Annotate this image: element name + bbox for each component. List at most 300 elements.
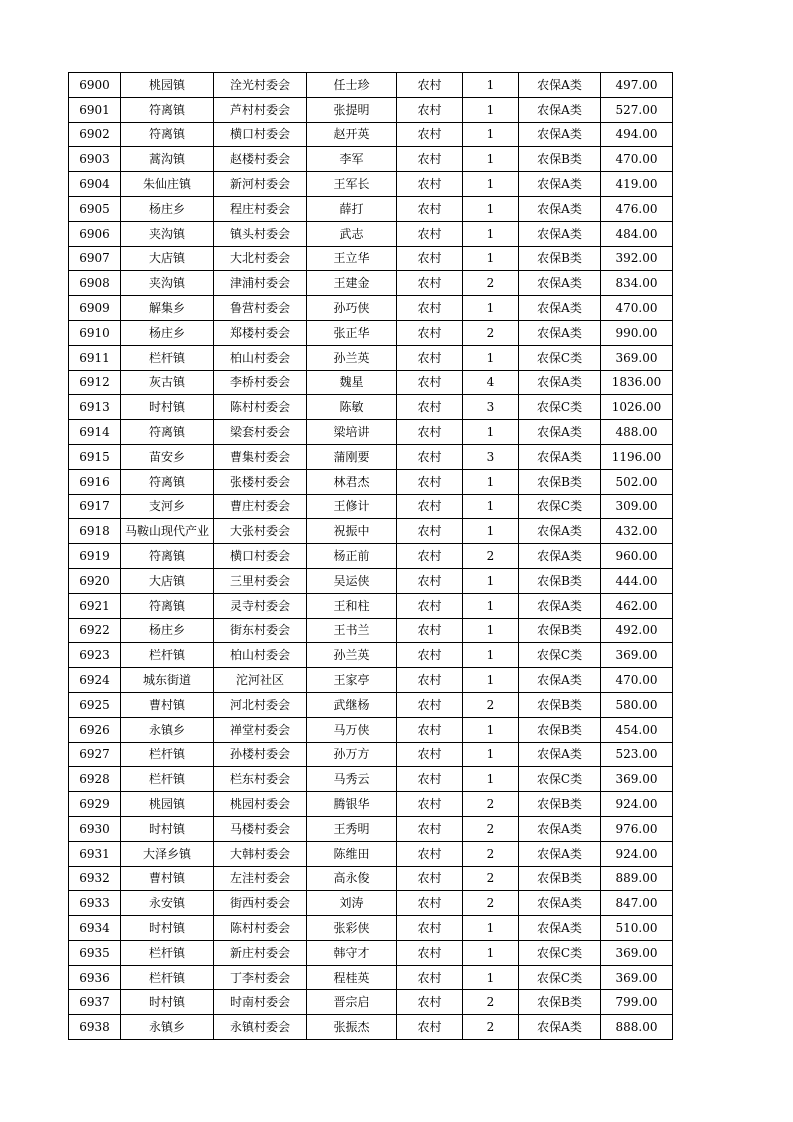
village-cell: 街西村委会	[214, 891, 307, 916]
village-cell: 河北村委会	[214, 692, 307, 717]
name-cell: 王军长	[307, 172, 397, 197]
town-cell: 永镇乡	[121, 717, 214, 742]
table-row	[69, 296, 673, 321]
table-row	[69, 965, 673, 990]
town-cell: 曹村镇	[121, 866, 214, 891]
name-cell: 王家亭	[307, 668, 397, 693]
amount-cell: 369.00	[601, 345, 673, 370]
table-row	[69, 767, 673, 792]
town-cell: 永镇乡	[121, 1015, 214, 1040]
village-cell: 丁李村委会	[214, 965, 307, 990]
row-id-cell: 6913	[69, 395, 121, 420]
amount-cell: 476.00	[601, 196, 673, 221]
type-cell: 农村	[397, 271, 463, 296]
amount-cell: 834.00	[601, 271, 673, 296]
amount-cell: 889.00	[601, 866, 673, 891]
amount-cell: 492.00	[601, 618, 673, 643]
type-cell: 农村	[397, 816, 463, 841]
table-row	[69, 519, 673, 544]
category-cell: 农保A类	[519, 296, 601, 321]
name-cell: 孙兰英	[307, 345, 397, 370]
table-row	[69, 692, 673, 717]
town-cell: 栏杆镇	[121, 345, 214, 370]
name-cell: 王秀明	[307, 816, 397, 841]
row-id-cell: 6906	[69, 221, 121, 246]
row-id-cell: 6933	[69, 891, 121, 916]
count-cell: 2	[463, 271, 519, 296]
table-row	[69, 866, 673, 891]
village-cell: 横口村委会	[214, 122, 307, 147]
town-cell: 符离镇	[121, 469, 214, 494]
type-cell: 农村	[397, 469, 463, 494]
table-row	[69, 469, 673, 494]
amount-cell: 369.00	[601, 643, 673, 668]
category-cell: 农保A类	[519, 1015, 601, 1040]
count-cell: 3	[463, 444, 519, 469]
table-row	[69, 246, 673, 271]
count-cell: 2	[463, 841, 519, 866]
row-id-cell: 6900	[69, 73, 121, 98]
row-id-cell: 6923	[69, 643, 121, 668]
type-cell: 农村	[397, 618, 463, 643]
village-cell: 洤光村委会	[214, 73, 307, 98]
village-cell: 孙楼村委会	[214, 742, 307, 767]
village-cell: 李桥村委会	[214, 370, 307, 395]
town-cell: 大店镇	[121, 568, 214, 593]
name-cell: 程桂英	[307, 965, 397, 990]
town-cell: 解集乡	[121, 296, 214, 321]
name-cell: 武继杨	[307, 692, 397, 717]
town-cell: 符离镇	[121, 544, 214, 569]
table-row	[69, 593, 673, 618]
count-cell: 2	[463, 320, 519, 345]
type-cell: 农村	[397, 221, 463, 246]
category-cell: 农保B类	[519, 618, 601, 643]
village-cell: 禅堂村委会	[214, 717, 307, 742]
category-cell: 农保A类	[519, 891, 601, 916]
name-cell: 张提明	[307, 97, 397, 122]
name-cell: 腾银华	[307, 792, 397, 817]
category-cell: 农保C类	[519, 345, 601, 370]
row-id-cell: 6918	[69, 519, 121, 544]
amount-cell: 976.00	[601, 816, 673, 841]
village-cell: 曹集村委会	[214, 444, 307, 469]
town-cell: 曹村镇	[121, 692, 214, 717]
row-id-cell: 6930	[69, 816, 121, 841]
name-cell: 王书兰	[307, 618, 397, 643]
category-cell: 农保B类	[519, 792, 601, 817]
row-id-cell: 6932	[69, 866, 121, 891]
count-cell: 2	[463, 792, 519, 817]
village-cell: 沱河社区	[214, 668, 307, 693]
name-cell: 武志	[307, 221, 397, 246]
category-cell: 农保A类	[519, 668, 601, 693]
village-cell: 街东村委会	[214, 618, 307, 643]
town-cell: 时村镇	[121, 816, 214, 841]
count-cell: 1	[463, 296, 519, 321]
type-cell: 农村	[397, 395, 463, 420]
row-id-cell: 6911	[69, 345, 121, 370]
category-cell: 农保A类	[519, 196, 601, 221]
type-cell: 农村	[397, 965, 463, 990]
count-cell: 1	[463, 965, 519, 990]
town-cell: 时村镇	[121, 990, 214, 1015]
amount-cell: 580.00	[601, 692, 673, 717]
count-cell: 1	[463, 568, 519, 593]
category-cell: 农保B类	[519, 147, 601, 172]
count-cell: 1	[463, 717, 519, 742]
table-row	[69, 643, 673, 668]
count-cell: 1	[463, 519, 519, 544]
category-cell: 农保A类	[519, 841, 601, 866]
amount-cell: 924.00	[601, 841, 673, 866]
village-cell: 程庄村委会	[214, 196, 307, 221]
amount-cell: 523.00	[601, 742, 673, 767]
town-cell: 栏杆镇	[121, 940, 214, 965]
name-cell: 陈维田	[307, 841, 397, 866]
row-id-cell: 6903	[69, 147, 121, 172]
type-cell: 农村	[397, 767, 463, 792]
row-id-cell: 6915	[69, 444, 121, 469]
type-cell: 农村	[397, 296, 463, 321]
row-id-cell: 6907	[69, 246, 121, 271]
village-cell: 新庄村委会	[214, 940, 307, 965]
category-cell: 农保A类	[519, 73, 601, 98]
town-cell: 杨庄乡	[121, 320, 214, 345]
village-cell: 柏山村委会	[214, 643, 307, 668]
category-cell: 农保C类	[519, 767, 601, 792]
count-cell: 1	[463, 668, 519, 693]
count-cell: 2	[463, 1015, 519, 1040]
town-cell: 蒿沟镇	[121, 147, 214, 172]
category-cell: 农保B类	[519, 866, 601, 891]
town-cell: 栏杆镇	[121, 767, 214, 792]
town-cell: 支河乡	[121, 494, 214, 519]
table-row	[69, 172, 673, 197]
count-cell: 1	[463, 420, 519, 445]
amount-cell: 497.00	[601, 73, 673, 98]
village-cell: 横口村委会	[214, 544, 307, 569]
category-cell: 农保A类	[519, 444, 601, 469]
table-row	[69, 544, 673, 569]
type-cell: 农村	[397, 841, 463, 866]
name-cell: 梁培讲	[307, 420, 397, 445]
type-cell: 农村	[397, 370, 463, 395]
table-row	[69, 73, 673, 98]
type-cell: 农村	[397, 916, 463, 941]
table-row	[69, 320, 673, 345]
table-row	[69, 395, 673, 420]
amount-cell: 432.00	[601, 519, 673, 544]
village-cell: 大北村委会	[214, 246, 307, 271]
row-id-cell: 6936	[69, 965, 121, 990]
type-cell: 农村	[397, 692, 463, 717]
name-cell: 陈敏	[307, 395, 397, 420]
town-cell: 大泽乡镇	[121, 841, 214, 866]
village-cell: 左洼村委会	[214, 866, 307, 891]
table-row	[69, 1015, 673, 1040]
name-cell: 薛打	[307, 196, 397, 221]
amount-cell: 470.00	[601, 668, 673, 693]
count-cell: 2	[463, 544, 519, 569]
table-row	[69, 816, 673, 841]
name-cell: 孙巧侠	[307, 296, 397, 321]
town-cell: 朱仙庄镇	[121, 172, 214, 197]
category-cell: 农保A类	[519, 742, 601, 767]
table-row	[69, 122, 673, 147]
village-cell: 陈村村委会	[214, 916, 307, 941]
village-cell: 柏山村委会	[214, 345, 307, 370]
row-id-cell: 6912	[69, 370, 121, 395]
name-cell: 马万侠	[307, 717, 397, 742]
village-cell: 鲁营村委会	[214, 296, 307, 321]
count-cell: 1	[463, 122, 519, 147]
town-cell: 符离镇	[121, 593, 214, 618]
village-cell: 镇头村委会	[214, 221, 307, 246]
village-cell: 张楼村委会	[214, 469, 307, 494]
village-cell: 时南村委会	[214, 990, 307, 1015]
type-cell: 农村	[397, 172, 463, 197]
row-id-cell: 6938	[69, 1015, 121, 1040]
count-cell: 1	[463, 147, 519, 172]
category-cell: 农保C类	[519, 940, 601, 965]
type-cell: 农村	[397, 444, 463, 469]
count-cell: 1	[463, 221, 519, 246]
row-id-cell: 6909	[69, 296, 121, 321]
table-body	[69, 73, 673, 1040]
amount-cell: 924.00	[601, 792, 673, 817]
town-cell: 灰古镇	[121, 370, 214, 395]
type-cell: 农村	[397, 792, 463, 817]
category-cell: 农保A类	[519, 916, 601, 941]
table-row	[69, 221, 673, 246]
count-cell: 2	[463, 692, 519, 717]
count-cell: 1	[463, 494, 519, 519]
name-cell: 韩守才	[307, 940, 397, 965]
name-cell: 张振杰	[307, 1015, 397, 1040]
row-id-cell: 6910	[69, 320, 121, 345]
row-id-cell: 6908	[69, 271, 121, 296]
table-row	[69, 742, 673, 767]
type-cell: 农村	[397, 345, 463, 370]
row-id-cell: 6935	[69, 940, 121, 965]
category-cell: 农保B类	[519, 717, 601, 742]
village-cell: 新河村委会	[214, 172, 307, 197]
amount-cell: 470.00	[601, 296, 673, 321]
type-cell: 农村	[397, 246, 463, 271]
amount-cell: 309.00	[601, 494, 673, 519]
name-cell: 蒲刚要	[307, 444, 397, 469]
category-cell: 农保A类	[519, 370, 601, 395]
category-cell: 农保A类	[519, 271, 601, 296]
table-row	[69, 792, 673, 817]
amount-cell: 462.00	[601, 593, 673, 618]
type-cell: 农村	[397, 147, 463, 172]
amount-cell: 990.00	[601, 320, 673, 345]
category-cell: 农保A类	[519, 97, 601, 122]
name-cell: 张正华	[307, 320, 397, 345]
category-cell: 农保B类	[519, 990, 601, 1015]
category-cell: 农保C类	[519, 494, 601, 519]
amount-cell: 510.00	[601, 916, 673, 941]
table-row	[69, 147, 673, 172]
amount-cell: 1836.00	[601, 370, 673, 395]
category-cell: 农保A类	[519, 420, 601, 445]
table-row	[69, 668, 673, 693]
table-row	[69, 97, 673, 122]
name-cell: 李军	[307, 147, 397, 172]
row-id-cell: 6924	[69, 668, 121, 693]
amount-cell: 799.00	[601, 990, 673, 1015]
table-row	[69, 345, 673, 370]
count-cell: 1	[463, 73, 519, 98]
row-id-cell: 6905	[69, 196, 121, 221]
type-cell: 农村	[397, 1015, 463, 1040]
type-cell: 农村	[397, 122, 463, 147]
amount-cell: 494.00	[601, 122, 673, 147]
town-cell: 杨庄乡	[121, 618, 214, 643]
row-id-cell: 6917	[69, 494, 121, 519]
village-cell: 赵楼村委会	[214, 147, 307, 172]
category-cell: 农保C类	[519, 643, 601, 668]
amount-cell: 454.00	[601, 717, 673, 742]
row-id-cell: 6902	[69, 122, 121, 147]
row-id-cell: 6931	[69, 841, 121, 866]
village-cell: 三里村委会	[214, 568, 307, 593]
name-cell: 孙万方	[307, 742, 397, 767]
name-cell: 王建金	[307, 271, 397, 296]
type-cell: 农村	[397, 568, 463, 593]
data-table	[68, 72, 673, 1040]
name-cell: 杨正前	[307, 544, 397, 569]
amount-cell: 369.00	[601, 767, 673, 792]
type-cell: 农村	[397, 320, 463, 345]
village-cell: 津浦村委会	[214, 271, 307, 296]
row-id-cell: 6920	[69, 568, 121, 593]
count-cell: 1	[463, 196, 519, 221]
table-row	[69, 940, 673, 965]
row-id-cell: 6934	[69, 916, 121, 941]
amount-cell: 419.00	[601, 172, 673, 197]
amount-cell: 1026.00	[601, 395, 673, 420]
town-cell: 杨庄乡	[121, 196, 214, 221]
village-cell: 马楼村委会	[214, 816, 307, 841]
village-cell: 大韩村委会	[214, 841, 307, 866]
amount-cell: 527.00	[601, 97, 673, 122]
town-cell: 夹沟镇	[121, 271, 214, 296]
town-cell: 时村镇	[121, 916, 214, 941]
name-cell: 魏星	[307, 370, 397, 395]
category-cell: 农保C类	[519, 965, 601, 990]
table-row	[69, 196, 673, 221]
amount-cell: 847.00	[601, 891, 673, 916]
name-cell: 马秀云	[307, 767, 397, 792]
row-id-cell: 6929	[69, 792, 121, 817]
count-cell: 1	[463, 742, 519, 767]
row-id-cell: 6937	[69, 990, 121, 1015]
category-cell: 农保A类	[519, 172, 601, 197]
type-cell: 农村	[397, 643, 463, 668]
category-cell: 农保A类	[519, 544, 601, 569]
row-id-cell: 6904	[69, 172, 121, 197]
type-cell: 农村	[397, 891, 463, 916]
count-cell: 2	[463, 990, 519, 1015]
count-cell: 1	[463, 469, 519, 494]
village-cell: 梁套村委会	[214, 420, 307, 445]
name-cell: 王修计	[307, 494, 397, 519]
name-cell: 林君杰	[307, 469, 397, 494]
town-cell: 夹沟镇	[121, 221, 214, 246]
town-cell: 时村镇	[121, 395, 214, 420]
name-cell: 晋宗启	[307, 990, 397, 1015]
table-row	[69, 370, 673, 395]
type-cell: 农村	[397, 940, 463, 965]
type-cell: 农村	[397, 544, 463, 569]
town-cell: 栏杆镇	[121, 643, 214, 668]
count-cell: 1	[463, 767, 519, 792]
village-cell: 栏东村委会	[214, 767, 307, 792]
count-cell: 1	[463, 246, 519, 271]
row-id-cell: 6927	[69, 742, 121, 767]
category-cell: 农保B类	[519, 568, 601, 593]
amount-cell: 888.00	[601, 1015, 673, 1040]
category-cell: 农保A类	[519, 320, 601, 345]
town-cell: 栏杆镇	[121, 965, 214, 990]
type-cell: 农村	[397, 97, 463, 122]
table-row	[69, 841, 673, 866]
type-cell: 农村	[397, 73, 463, 98]
table-row	[69, 494, 673, 519]
count-cell: 1	[463, 593, 519, 618]
village-cell: 陈村村委会	[214, 395, 307, 420]
town-cell: 马鞍山现代产业	[121, 519, 214, 544]
name-cell: 王和柱	[307, 593, 397, 618]
village-cell: 芦村村委会	[214, 97, 307, 122]
row-id-cell: 6901	[69, 97, 121, 122]
village-cell: 郑楼村委会	[214, 320, 307, 345]
town-cell: 大店镇	[121, 246, 214, 271]
amount-cell: 960.00	[601, 544, 673, 569]
name-cell: 高永俊	[307, 866, 397, 891]
type-cell: 农村	[397, 717, 463, 742]
town-cell: 城东街道	[121, 668, 214, 693]
type-cell: 农村	[397, 519, 463, 544]
type-cell: 农村	[397, 742, 463, 767]
amount-cell: 488.00	[601, 420, 673, 445]
name-cell: 王立华	[307, 246, 397, 271]
row-id-cell: 6914	[69, 420, 121, 445]
town-cell: 符离镇	[121, 97, 214, 122]
type-cell: 农村	[397, 990, 463, 1015]
category-cell: 农保A类	[519, 221, 601, 246]
amount-cell: 1196.00	[601, 444, 673, 469]
amount-cell: 392.00	[601, 246, 673, 271]
amount-cell: 369.00	[601, 940, 673, 965]
name-cell: 孙兰英	[307, 643, 397, 668]
name-cell: 赵开英	[307, 122, 397, 147]
amount-cell: 369.00	[601, 965, 673, 990]
type-cell: 农村	[397, 668, 463, 693]
count-cell: 1	[463, 940, 519, 965]
name-cell: 张彩侠	[307, 916, 397, 941]
type-cell: 农村	[397, 494, 463, 519]
village-cell: 大张村委会	[214, 519, 307, 544]
name-cell: 吴运侠	[307, 568, 397, 593]
count-cell: 1	[463, 172, 519, 197]
town-cell: 桃园镇	[121, 792, 214, 817]
count-cell: 1	[463, 916, 519, 941]
category-cell: 农保A类	[519, 816, 601, 841]
